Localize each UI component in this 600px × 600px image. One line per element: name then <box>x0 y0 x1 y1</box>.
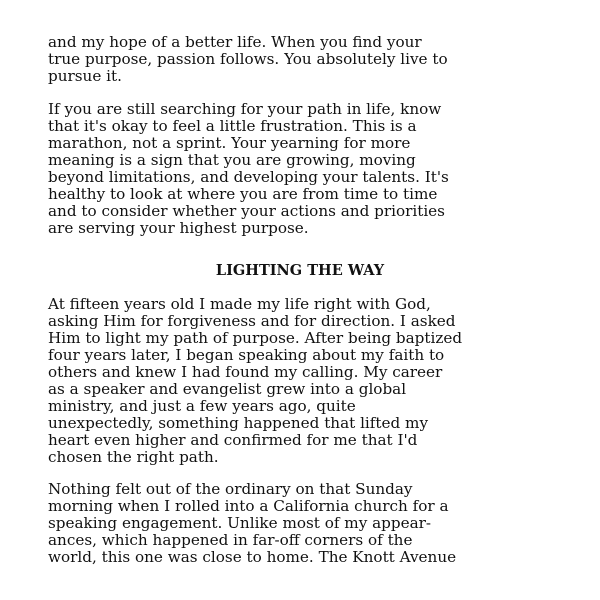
paragraph-4-line-1: Nothing felt out of the ordinary on that Sunday <box>48 480 413 498</box>
paragraph-3-line-3: Him to light my path of purpose. After being baptized <box>48 329 463 347</box>
paragraph-3-line-1: At fifteen years old I made my life right with God, <box>48 295 431 313</box>
paragraph-4-line-4: ances, which happened in far-off corners of the <box>48 531 413 549</box>
paragraph-3-line-5: others and knew I had found my calling. My career <box>48 363 443 381</box>
paragraph-2-line-5: beyond limitations, and developing your talents. It's <box>48 168 449 186</box>
paragraph-2-line-2: that it's okay to feel a little frustration. This is a <box>48 117 417 135</box>
paragraph-2-line-1: If you are still searching for your path in life, know <box>48 100 442 118</box>
paragraph-2-line-4: meaning is a sign that you are growing, moving <box>48 151 416 169</box>
paragraph-2-line-3: marathon, not a sprint. Your yearning for more <box>48 134 411 152</box>
paragraph-4-line-3: speaking engagement. Unlike most of my appear- <box>48 514 432 532</box>
paragraph-1-line-1: and my hope of a better life. When you find your <box>48 33 422 51</box>
paragraph-3-line-4: four years later, I began speaking about my faith to <box>48 346 445 364</box>
paragraph-2-line-8: are serving your highest purpose. <box>48 219 309 237</box>
paragraph-3-line-6: as a speaker and evangelist grew into a global <box>48 380 407 398</box>
paragraph-2-line-6: healthy to look at where you are from time to time <box>48 185 438 203</box>
paragraph-3-line-2: asking Him for forgiveness and for direction. I asked <box>48 312 456 330</box>
paragraph-3-line-9: heart even higher and confirmed for me that I'd <box>48 431 418 449</box>
paragraph-1-line-2: true purpose, passion follows. You absolutely live to <box>48 50 448 68</box>
section-heading: LIGHTING THE WAY <box>215 262 385 279</box>
paragraph-2-line-7: and to consider whether your actions and priorities <box>48 202 445 220</box>
paragraph-1-line-3: pursue it. <box>48 67 122 85</box>
paragraph-3-line-7: ministry, and just a few years ago, quite <box>48 397 356 415</box>
paragraph-3-line-10: chosen the right path. <box>48 448 219 466</box>
paragraph-3-line-8: unexpectedly, something happened that lifted my <box>48 414 429 432</box>
paragraph-4-line-2: morning when I rolled into a California church for a <box>48 497 449 515</box>
paragraph-4-line-5: world, this one was close to home. The Knott Avenue <box>48 548 457 566</box>
